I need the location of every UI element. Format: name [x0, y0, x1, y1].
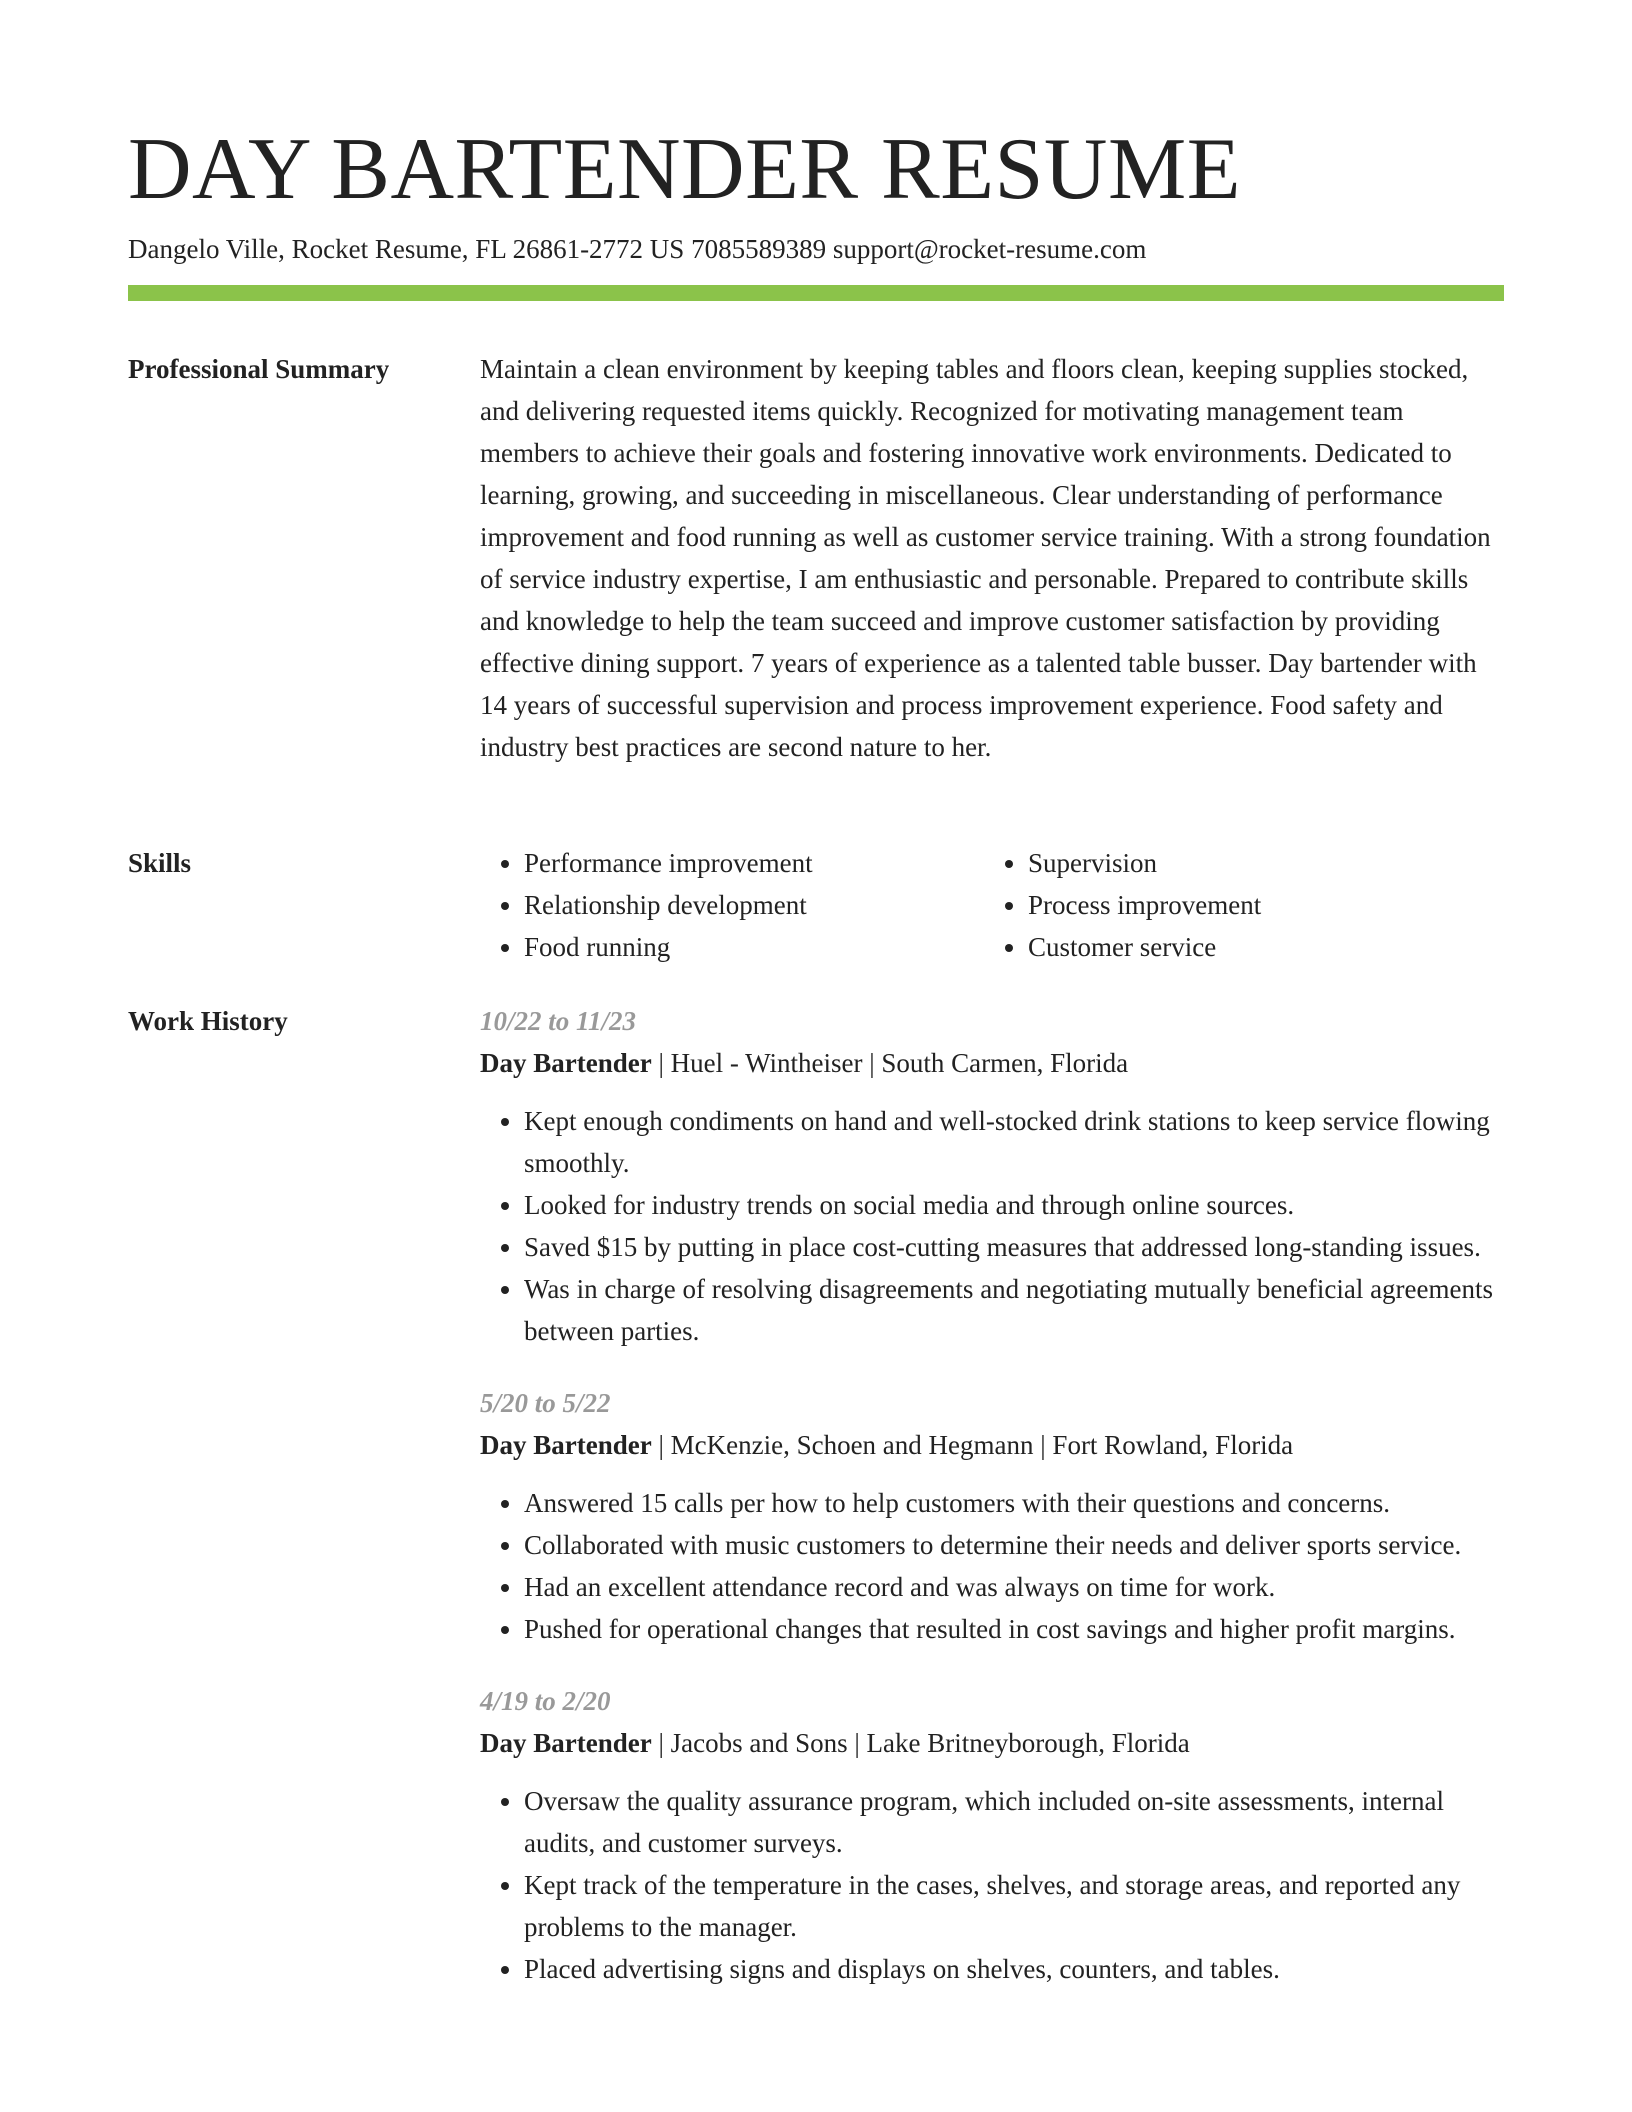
job-dates: 4/19 to 2/20	[480, 1686, 611, 1716]
work-history-heading: Work History	[128, 1006, 288, 1036]
job-bullet: • Saved $15 by putting in place cost-cutting measures that addressed long-standing issues.	[524, 1226, 1504, 1268]
job-bullet: • Looked for industry trends on social media and through online sources.	[524, 1184, 1504, 1226]
job-heading	[480, 1722, 1504, 1764]
skills-heading: Skills	[128, 848, 192, 878]
skills-body	[480, 842, 1504, 968]
skills-list-left	[480, 842, 984, 968]
job-heading	[480, 1042, 1504, 1084]
summary-text: Maintain a clean environment by keeping tables and floors clean, keeping supplies stocked, and delivering requested items quickly. Recognized for motivating management team members to achieve their goals and fostering innovative work environments. Dedicated to learning, growing, and succeeding in miscellaneous. Clear understanding of performance improvement and food running as well as customer service training. With a strong foundation of service industry expertise, I am enthusiastic and personable. Prepared to contribute skills and knowledge to help the team succeed and improve customer satisfaction by providing effective dining support. 7 years of experience as a talented table busser. Day bartender with 14 years of successful supervision and process improvement experience. Food safety and industry best practices are second nature to her.	[480, 354, 1491, 762]
job-bullet: • Kept enough condiments on hand and well-stocked drink stations to keep service flowing smoothly.	[524, 1100, 1504, 1184]
job-entry	[480, 1000, 1504, 1352]
job-dates: 10/22 to 11/23	[480, 1006, 637, 1036]
job-separator: |	[862, 1048, 882, 1078]
job-role: Day Bartender	[480, 1048, 652, 1078]
summary-heading: Professional Summary	[128, 354, 390, 384]
skill-item: • Food running	[524, 926, 984, 968]
job-company: McKenzie, Schoen and Hegmann	[670, 1430, 1034, 1460]
job-bullet: • Answered 15 calls per how to help customers with their questions and concerns.	[524, 1482, 1504, 1524]
job-separator: |	[1033, 1430, 1053, 1460]
skill-item: • Supervision	[1028, 842, 1488, 884]
job-role: Day Bartender	[480, 1728, 652, 1758]
job-bullet: • Kept track of the temperature in the cases, shelves, and storage areas, and reported any problems to the manager.	[524, 1864, 1504, 1948]
job-bullet-list	[480, 1100, 1504, 1352]
job-role: Day Bartender	[480, 1430, 652, 1460]
skills-list-right	[984, 842, 1488, 968]
job-company: Jacobs and Sons	[670, 1728, 848, 1758]
job-separator: |	[847, 1728, 867, 1758]
job-location: South Carmen, Florida	[881, 1048, 1129, 1078]
work-history-body	[480, 1000, 1504, 2020]
job-bullet-list	[480, 1482, 1504, 1650]
skill-item: • Performance improvement	[524, 842, 984, 884]
job-heading	[480, 1424, 1504, 1466]
job-bullet: • Had an excellent attendance record and was always on time for work.	[524, 1566, 1504, 1608]
job-separator: |	[651, 1728, 671, 1758]
job-separator: |	[651, 1048, 671, 1078]
job-bullet: • Was in charge of resolving disagreements and negotiating mutually beneficial agreements between parties.	[524, 1268, 1504, 1352]
job-company: Huel - Wintheiser	[670, 1048, 863, 1078]
job-bullet-list	[480, 1780, 1504, 1990]
job-location: Lake Britneyborough, Florida	[866, 1728, 1190, 1758]
skill-item: • Relationship development	[524, 884, 984, 926]
skill-item: • Process improvement	[1028, 884, 1488, 926]
job-bullet: • Placed advertising signs and displays on shelves, counters, and tables.	[524, 1948, 1504, 1990]
page-title: DAY BARTENDER RESUME	[128, 121, 1241, 218]
job-bullet: • Pushed for operational changes that resulted in cost savings and higher profit margins.	[524, 1608, 1504, 1650]
contact-line: Dangelo Ville, Rocket Resume, FL 26861-2772 US 7085589389 support@rocket-resume.com	[128, 234, 1147, 264]
job-location: Fort Rowland, Florida	[1052, 1430, 1294, 1460]
skills-grid	[480, 842, 1504, 968]
header-divider	[128, 285, 1504, 301]
job-separator: |	[651, 1430, 671, 1460]
summary-body	[480, 348, 1504, 768]
job-bullet: • Oversaw the quality assurance program, which included on-site assessments, internal audits, and customer surveys.	[524, 1780, 1504, 1864]
job-dates: 5/20 to 5/22	[480, 1388, 611, 1418]
job-entry	[480, 1680, 1504, 1990]
skill-item: • Customer service	[1028, 926, 1488, 968]
job-entry	[480, 1382, 1504, 1650]
job-bullet: • Collaborated with music customers to determine their needs and deliver sports service.	[524, 1524, 1504, 1566]
